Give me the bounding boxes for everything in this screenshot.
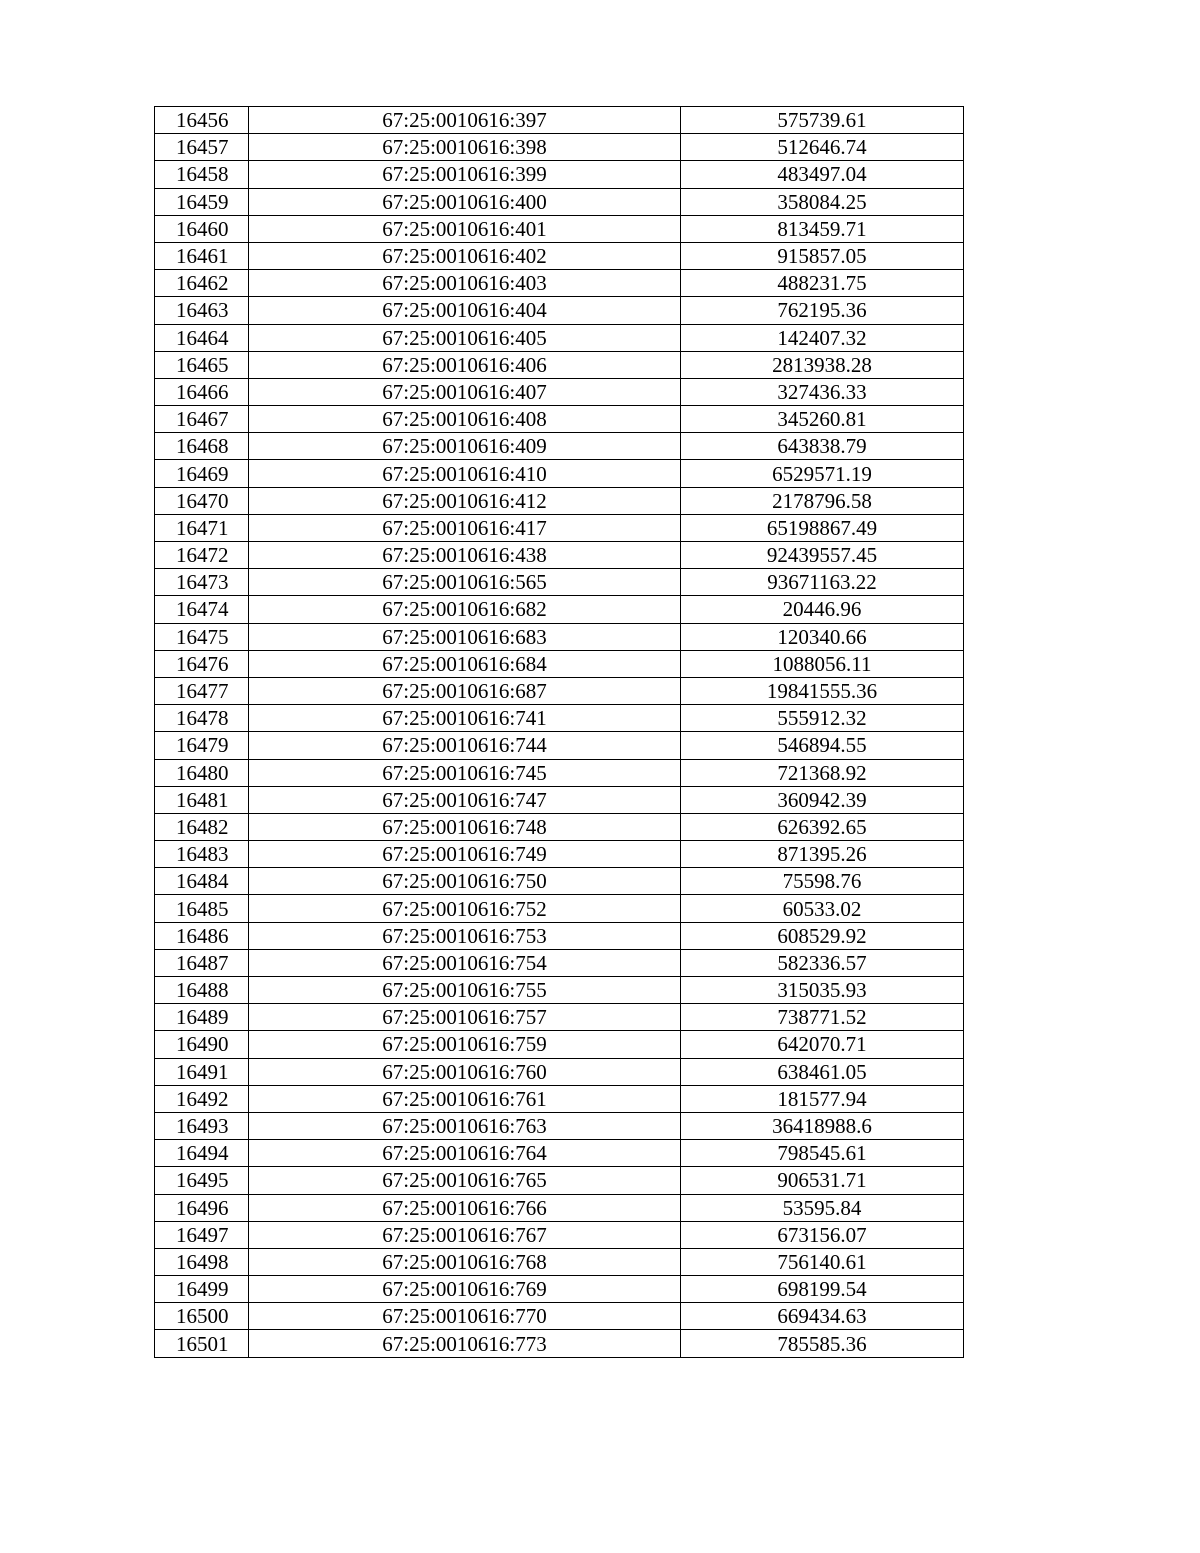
table-row (155, 107, 964, 134)
cadastral-value-cell: 19841555.36 (681, 677, 964, 704)
cadastral-value-cell: 906531.71 (681, 1167, 964, 1194)
cadastral-number-cell: 67:25:0010616:745 (249, 759, 681, 786)
row-number-cell: 16483 (155, 841, 249, 868)
table-row (155, 297, 964, 324)
row-number-cell: 16500 (155, 1303, 249, 1330)
table-row (155, 242, 964, 269)
row-number-cell: 16485 (155, 895, 249, 922)
row-number-cell: 16465 (155, 351, 249, 378)
cadastral-value-cell: 915857.05 (681, 242, 964, 269)
cadastral-number-cell: 67:25:0010616:404 (249, 297, 681, 324)
cadastral-number-cell: 67:25:0010616:749 (249, 841, 681, 868)
table-row (155, 1140, 964, 1167)
row-number-cell: 16488 (155, 977, 249, 1004)
row-number-cell: 16463 (155, 297, 249, 324)
cadastral-number-cell: 67:25:0010616:403 (249, 270, 681, 297)
cadastral-value-cell: 142407.32 (681, 324, 964, 351)
cadastral-number-cell: 67:25:0010616:398 (249, 134, 681, 161)
cadastral-value-table (154, 106, 964, 1358)
table-row (155, 161, 964, 188)
cadastral-value-cell: 93671163.22 (681, 569, 964, 596)
row-number-cell: 16472 (155, 542, 249, 569)
table-row (155, 351, 964, 378)
row-number-cell: 16489 (155, 1004, 249, 1031)
row-number-cell: 16499 (155, 1276, 249, 1303)
row-number-cell: 16467 (155, 406, 249, 433)
cadastral-number-cell: 67:25:0010616:408 (249, 406, 681, 433)
row-number-cell: 16468 (155, 433, 249, 460)
cadastral-value-cell: 555912.32 (681, 705, 964, 732)
cadastral-number-cell: 67:25:0010616:405 (249, 324, 681, 351)
table-row (155, 569, 964, 596)
cadastral-value-cell: 120340.66 (681, 623, 964, 650)
cadastral-value-cell: 669434.63 (681, 1303, 964, 1330)
table-row (155, 406, 964, 433)
table-row (155, 650, 964, 677)
cadastral-value-cell: 75598.76 (681, 868, 964, 895)
cadastral-value-cell: 65198867.49 (681, 514, 964, 541)
cadastral-value-cell: 36418988.6 (681, 1112, 964, 1139)
cadastral-value-cell: 871395.26 (681, 841, 964, 868)
cadastral-value-cell: 488231.75 (681, 270, 964, 297)
cadastral-number-cell: 67:25:0010616:760 (249, 1058, 681, 1085)
row-number-cell: 16501 (155, 1330, 249, 1357)
cadastral-value-cell: 582336.57 (681, 949, 964, 976)
cadastral-number-cell: 67:25:0010616:682 (249, 596, 681, 623)
cadastral-value-cell: 642070.71 (681, 1031, 964, 1058)
cadastral-number-cell: 67:25:0010616:754 (249, 949, 681, 976)
table-row (155, 677, 964, 704)
table-row (155, 1167, 964, 1194)
cadastral-value-cell: 673156.07 (681, 1221, 964, 1248)
cadastral-number-cell: 67:25:0010616:748 (249, 813, 681, 840)
cadastral-value-cell: 813459.71 (681, 215, 964, 242)
cadastral-value-cell: 315035.93 (681, 977, 964, 1004)
row-number-cell: 16470 (155, 487, 249, 514)
table-row (155, 1058, 964, 1085)
cadastral-number-cell: 67:25:0010616:750 (249, 868, 681, 895)
table-row (155, 759, 964, 786)
cadastral-number-cell: 67:25:0010616:409 (249, 433, 681, 460)
cadastral-number-cell: 67:25:0010616:752 (249, 895, 681, 922)
cadastral-value-cell: 762195.36 (681, 297, 964, 324)
cadastral-number-cell: 67:25:0010616:399 (249, 161, 681, 188)
cadastral-number-cell: 67:25:0010616:767 (249, 1221, 681, 1248)
row-number-cell: 16469 (155, 460, 249, 487)
row-number-cell: 16495 (155, 1167, 249, 1194)
cadastral-number-cell: 67:25:0010616:565 (249, 569, 681, 596)
row-number-cell: 16459 (155, 188, 249, 215)
table-row (155, 215, 964, 242)
row-number-cell: 16471 (155, 514, 249, 541)
cadastral-value-cell: 345260.81 (681, 406, 964, 433)
row-number-cell: 16498 (155, 1248, 249, 1275)
row-number-cell: 16464 (155, 324, 249, 351)
table-row (155, 813, 964, 840)
cadastral-value-cell: 92439557.45 (681, 542, 964, 569)
cadastral-value-cell: 53595.84 (681, 1194, 964, 1221)
table-row (155, 596, 964, 623)
cadastral-value-cell: 327436.33 (681, 378, 964, 405)
cadastral-value-cell: 60533.02 (681, 895, 964, 922)
cadastral-number-cell: 67:25:0010616:769 (249, 1276, 681, 1303)
row-number-cell: 16461 (155, 242, 249, 269)
row-number-cell: 16490 (155, 1031, 249, 1058)
table-row (155, 1004, 964, 1031)
row-number-cell: 16492 (155, 1085, 249, 1112)
table-row (155, 542, 964, 569)
row-number-cell: 16475 (155, 623, 249, 650)
table-row (155, 487, 964, 514)
row-number-cell: 16484 (155, 868, 249, 895)
cadastral-number-cell: 67:25:0010616:684 (249, 650, 681, 677)
table-row (155, 378, 964, 405)
row-number-cell: 16482 (155, 813, 249, 840)
cadastral-value-cell: 360942.39 (681, 786, 964, 813)
cadastral-number-cell: 67:25:0010616:765 (249, 1167, 681, 1194)
cadastral-value-cell: 20446.96 (681, 596, 964, 623)
row-number-cell: 16478 (155, 705, 249, 732)
cadastral-number-cell: 67:25:0010616:402 (249, 242, 681, 269)
cadastral-value-cell: 626392.65 (681, 813, 964, 840)
cadastral-value-cell: 638461.05 (681, 1058, 964, 1085)
row-number-cell: 16481 (155, 786, 249, 813)
row-number-cell: 16458 (155, 161, 249, 188)
table-row (155, 705, 964, 732)
cadastral-number-cell: 67:25:0010616:770 (249, 1303, 681, 1330)
row-number-cell: 16462 (155, 270, 249, 297)
cadastral-number-cell: 67:25:0010616:412 (249, 487, 681, 514)
table-row (155, 1330, 964, 1357)
cadastral-number-cell: 67:25:0010616:410 (249, 460, 681, 487)
cadastral-number-cell: 67:25:0010616:683 (249, 623, 681, 650)
table-row (155, 949, 964, 976)
table-row (155, 895, 964, 922)
cadastral-value-cell: 512646.74 (681, 134, 964, 161)
cadastral-value-cell: 2178796.58 (681, 487, 964, 514)
cadastral-number-cell: 67:25:0010616:407 (249, 378, 681, 405)
cadastral-value-cell: 643838.79 (681, 433, 964, 460)
table-row (155, 623, 964, 650)
cadastral-number-cell: 67:25:0010616:768 (249, 1248, 681, 1275)
table-row (155, 1303, 964, 1330)
row-number-cell: 16473 (155, 569, 249, 596)
table-row (155, 1085, 964, 1112)
row-number-cell: 16476 (155, 650, 249, 677)
table-row (155, 134, 964, 161)
table-row (155, 1221, 964, 1248)
table-row (155, 786, 964, 813)
table-row (155, 324, 964, 351)
table-row (155, 460, 964, 487)
cadastral-value-cell: 483497.04 (681, 161, 964, 188)
row-number-cell: 16491 (155, 1058, 249, 1085)
cadastral-number-cell: 67:25:0010616:406 (249, 351, 681, 378)
cadastral-number-cell: 67:25:0010616:757 (249, 1004, 681, 1031)
table-row (155, 977, 964, 1004)
table-row (155, 514, 964, 541)
row-number-cell: 16466 (155, 378, 249, 405)
cadastral-value-cell: 546894.55 (681, 732, 964, 759)
cadastral-number-cell: 67:25:0010616:744 (249, 732, 681, 759)
cadastral-value-cell: 2813938.28 (681, 351, 964, 378)
table-row (155, 433, 964, 460)
row-number-cell: 16480 (155, 759, 249, 786)
row-number-cell: 16497 (155, 1221, 249, 1248)
table-row (155, 1248, 964, 1275)
cadastral-number-cell: 67:25:0010616:766 (249, 1194, 681, 1221)
row-number-cell: 16456 (155, 107, 249, 134)
row-number-cell: 16487 (155, 949, 249, 976)
cadastral-number-cell: 67:25:0010616:764 (249, 1140, 681, 1167)
row-number-cell: 16457 (155, 134, 249, 161)
cadastral-value-cell: 738771.52 (681, 1004, 964, 1031)
table-row (155, 270, 964, 297)
row-number-cell: 16493 (155, 1112, 249, 1139)
cadastral-value-cell: 798545.61 (681, 1140, 964, 1167)
cadastral-number-cell: 67:25:0010616:753 (249, 922, 681, 949)
cadastral-number-cell: 67:25:0010616:773 (249, 1330, 681, 1357)
cadastral-number-cell: 67:25:0010616:761 (249, 1085, 681, 1112)
cadastral-value-cell: 358084.25 (681, 188, 964, 215)
table-row (155, 868, 964, 895)
table-row (155, 841, 964, 868)
cadastral-number-cell: 67:25:0010616:747 (249, 786, 681, 813)
table-body (155, 107, 964, 1358)
cadastral-number-cell: 67:25:0010616:687 (249, 677, 681, 704)
table-row (155, 1276, 964, 1303)
row-number-cell: 16494 (155, 1140, 249, 1167)
table-row (155, 922, 964, 949)
table-row (155, 1194, 964, 1221)
cadastral-value-cell: 181577.94 (681, 1085, 964, 1112)
cadastral-number-cell: 67:25:0010616:438 (249, 542, 681, 569)
row-number-cell: 16460 (155, 215, 249, 242)
table-row (155, 188, 964, 215)
cadastral-number-cell: 67:25:0010616:401 (249, 215, 681, 242)
cadastral-number-cell: 67:25:0010616:400 (249, 188, 681, 215)
table-row (155, 1112, 964, 1139)
row-number-cell: 16479 (155, 732, 249, 759)
cadastral-value-cell: 608529.92 (681, 922, 964, 949)
row-number-cell: 16486 (155, 922, 249, 949)
cadastral-value-cell: 721368.92 (681, 759, 964, 786)
table-row (155, 1031, 964, 1058)
row-number-cell: 16477 (155, 677, 249, 704)
row-number-cell: 16496 (155, 1194, 249, 1221)
cadastral-value-cell: 575739.61 (681, 107, 964, 134)
table-row (155, 732, 964, 759)
cadastral-number-cell: 67:25:0010616:755 (249, 977, 681, 1004)
cadastral-number-cell: 67:25:0010616:763 (249, 1112, 681, 1139)
cadastral-number-cell: 67:25:0010616:417 (249, 514, 681, 541)
cadastral-value-cell: 756140.61 (681, 1248, 964, 1275)
cadastral-value-cell: 6529571.19 (681, 460, 964, 487)
cadastral-number-cell: 67:25:0010616:397 (249, 107, 681, 134)
cadastral-value-cell: 785585.36 (681, 1330, 964, 1357)
cadastral-value-cell: 698199.54 (681, 1276, 964, 1303)
cadastral-value-cell: 1088056.11 (681, 650, 964, 677)
cadastral-number-cell: 67:25:0010616:741 (249, 705, 681, 732)
cadastral-number-cell: 67:25:0010616:759 (249, 1031, 681, 1058)
row-number-cell: 16474 (155, 596, 249, 623)
